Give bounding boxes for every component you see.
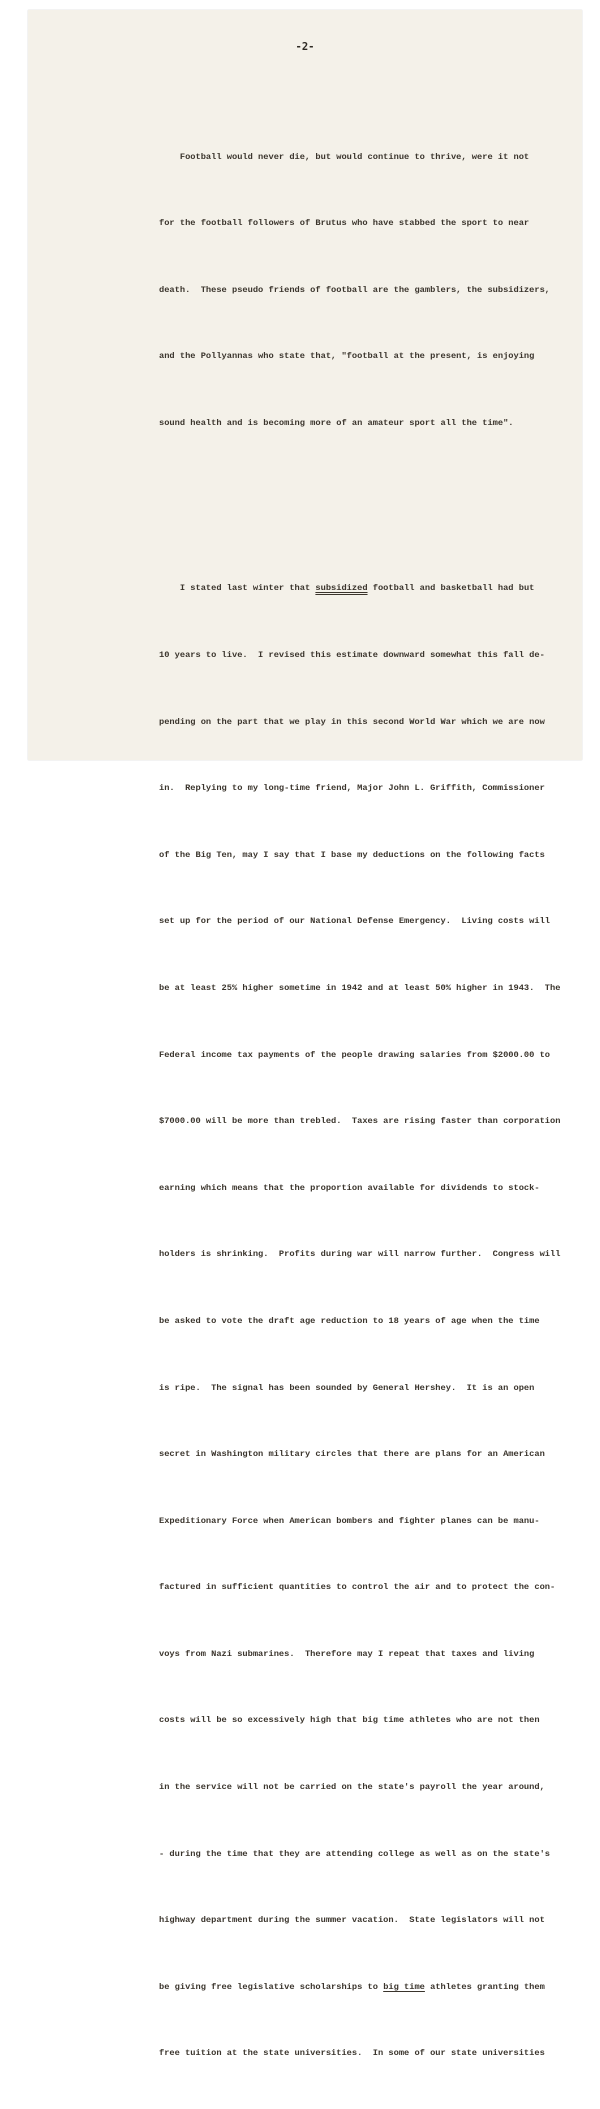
text-fragment: football and basketball had but — [367, 583, 535, 594]
text-fragment: be giving free legislative scholarships to — [159, 1981, 384, 1992]
document-page — [28, 10, 582, 2059]
text-line — [159, 577, 541, 599]
text-line: secret in Washington military circles that there are plans for an American — [159, 1449, 545, 1460]
underlined-word-subsidized: subsidized — [315, 583, 368, 594]
text-line: death. These pseudo friends of football are the gamblers, the subsidizers, — [159, 284, 551, 295]
text-line: $7000.00 will be more than trebled. Taxes are rising faster than corporation — [159, 1116, 561, 1127]
text-line — [159, 1976, 545, 1998]
text-line: in the service will not be carried on the state's payroll the year around, — [159, 1782, 545, 1793]
text-line: costs will be so excessively high that big time athletes who are not then — [159, 1715, 540, 1726]
paragraph-gap — [159, 479, 541, 489]
text-line: earning which means that the proportion available for dividends to stock- — [159, 1182, 540, 1193]
text-line: be at least 25% higher sometime in 1942 and at least 50% higher in 1943. The — [159, 982, 561, 993]
text-line: set up for the period of our National Defense Emergency. Living costs will — [159, 916, 551, 927]
text-line: Expeditionary Force when American bombers and fighter planes can be manu- — [159, 1515, 540, 1526]
text-fragment: I stated last winter that — [159, 583, 316, 594]
text-line: holders is shrinking. Profits during war will narrow further. Congress will — [159, 1249, 561, 1260]
text-line: 10 years to live. I revised this estimate downward somewhat this fall de- — [159, 649, 545, 660]
text-line: Federal income tax payments of the people drawing salaries from $2000.00 to — [159, 1049, 551, 1060]
underlined-word-big-time: big time — [383, 1981, 425, 1992]
text-line: sound health and is becoming more of an amateur sport all the time". — [159, 417, 514, 428]
text-line: pending on the part that we play in this second World War which we are now — [159, 716, 545, 727]
text-line: voys from Nazi submarines. Therefore may I repeat that taxes and living — [159, 1648, 535, 1659]
text-line: in. Replying to my long-time friend, Major John L. Griffith, Commissioner — [159, 783, 545, 794]
text-line: and the Pollyannas who state that, "football at the present, is enjoying — [159, 351, 535, 362]
text-line: - during the time that they are attending college as well as on the state's — [159, 1848, 551, 1859]
text-line: is ripe. The signal has been sounded by General Hershey. It is an open — [159, 1382, 535, 1393]
text-fragment: athletes granting them — [424, 1981, 545, 1992]
text-line: free tuition at the state universities. In some of our state universities — [159, 2048, 545, 2059]
page-number: -2- — [295, 41, 315, 53]
text-line: factured in sufficient quantities to control the air and to protect the con- — [159, 1582, 556, 1593]
body-text — [159, 79, 561, 2109]
text-line: be asked to vote the draft age reduction to 18 years of age when the time — [159, 1315, 540, 1326]
text-line: of the Big Ten, may I say that I base my deductions on the following facts — [159, 849, 545, 860]
text-line: for the football followers of Brutus who have stabbed the sport to near — [159, 218, 530, 229]
text-line: highway department during the summer vacation. State legislators will not — [159, 1915, 545, 1926]
text-line: Football would never die, but would continue to thrive, were it not — [159, 151, 530, 162]
